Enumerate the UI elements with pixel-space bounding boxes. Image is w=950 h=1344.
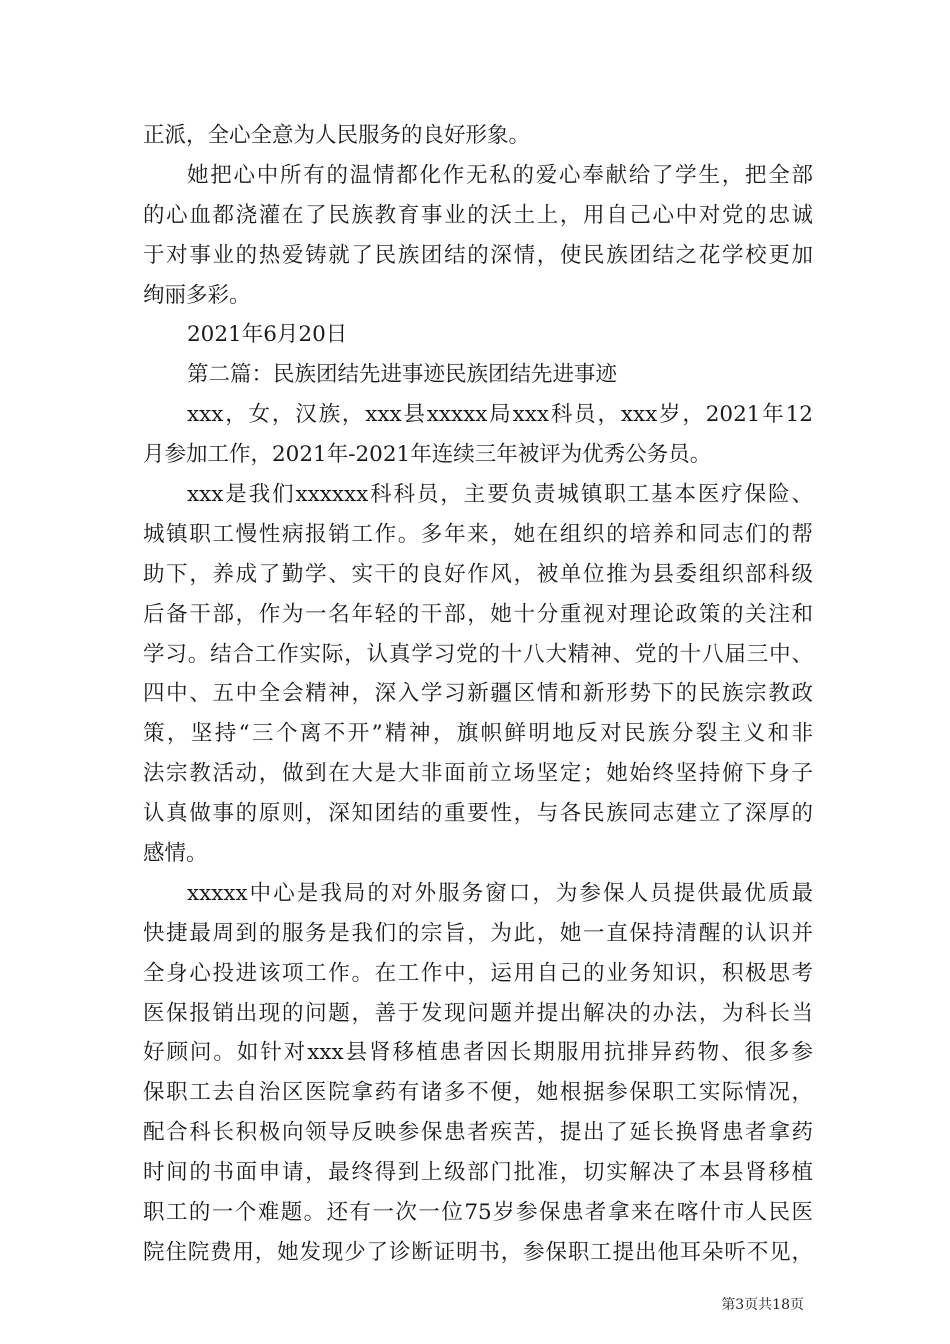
paragraph-line: 认真做事的原则，深知团结的重要性，与各民族同志建立了深厚的: [143, 801, 813, 827]
paragraph-line: 助下，养成了勤学、实干的良好作风，被单位推为县委组织部科级: [143, 561, 813, 587]
paragraph-line: 时间的书面申请，最终得到上级部门批准，切实解决了本县肾移植: [143, 1160, 813, 1186]
paragraph-line: 好顾问。如针对xxx县肾移植患者因长期服用抗排异药物、很多参: [143, 1040, 813, 1066]
body-text: [143, 116, 813, 1273]
paragraph-line: xxx是我们xxxxxx科科员，主要负责城镇职工基本医疗保险、: [187, 482, 813, 508]
paragraph-line: 保职工去自治区医院拿药有诸多不便，她根据参保职工实际情况，: [143, 1080, 813, 1106]
paragraph-line: 城镇职工慢性病报销工作。多年来，她在组织的培养和同志们的帮: [143, 521, 813, 547]
paragraph-line: 感情。: [143, 841, 208, 867]
paragraph-line: 正派，全心全意为人民服务的良好形象。: [143, 123, 531, 148]
paragraph-line: 她把心中所有的温情都化作无私的爱心奉献给了学生，把全部: [187, 162, 813, 188]
paragraph-line: 院住院费用，她发现少了诊断证明书，参保职工提出他耳朵听不见，: [143, 1239, 813, 1265]
paragraph-line: 配合科长积极向领导反映参保患者疾苦，提出了延长换肾患者拿药: [143, 1120, 813, 1146]
paragraph-line: 学习。结合工作实际，认真学习党的十八大精神、党的十八届三中、: [143, 641, 813, 667]
paragraph-line: 医保报销出现的问题，善于发现问题并提出解决的办法，为科长当: [143, 1000, 813, 1026]
paragraph-line: 后备干部，作为一名年轻的干部，她十分重视对理论政策的关注和: [143, 601, 813, 627]
paragraph-line: xxxxx中心是我局的对外服务窗口，为参保人员提供最优质最: [187, 880, 813, 906]
paragraph-line: xxx，女，汉族，xxx县xxxxx局xxx科员，xxx岁，2021年12: [187, 402, 813, 428]
section-heading: 第二篇：民族团结先进事迹民族团结先进事迹: [187, 362, 618, 388]
paragraph-line: 职工的一个难题。还有一次一位75岁参保患者拿来在喀什市人民医: [143, 1200, 813, 1226]
paragraph-line: 四中、五中全会精神，深入学习新疆区情和新形势下的民族宗教政: [143, 681, 813, 707]
paragraph-line: 绚丽多彩。: [143, 282, 251, 308]
page-number: 第3页共18页: [721, 1297, 804, 1313]
paragraph-line: 的心血都浇灌在了民族教育事业的沃土上，用自己心中对党的忠诚: [143, 202, 813, 228]
date-line: 2021年6月20日: [187, 322, 348, 348]
paragraph-line: 法宗教活动，做到在大是大非面前立场坚定；她始终坚持俯下身子: [143, 761, 813, 787]
paragraph-line: 策，坚持“三个离不开”精神，旗帜鲜明地反对民族分裂主义和非: [143, 721, 813, 747]
paragraph-line: 快捷最周到的服务是我们的宗旨，为此，她一直保持清醒的认识并: [143, 920, 813, 946]
paragraph-line: 于对事业的热爱铸就了民族团结的深情，使民族团结之花学校更加: [143, 242, 813, 268]
paragraph-line: 月参加工作，2021年-2021年连续三年被评为优秀公务员。: [143, 442, 712, 468]
paragraph-line: 全身心投进该项工作。在工作中，运用自己的业务知识，积极思考: [143, 960, 813, 986]
